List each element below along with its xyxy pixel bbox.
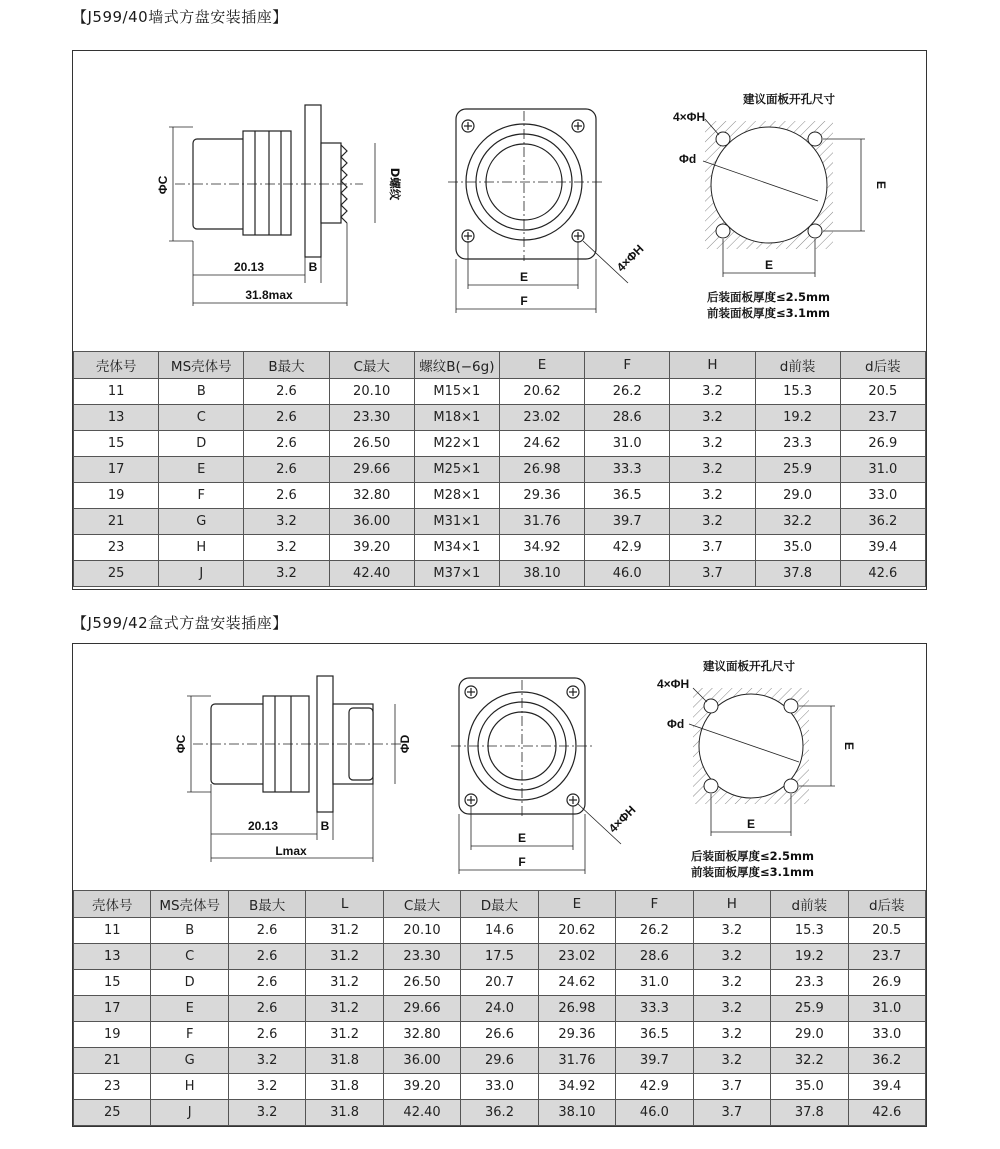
table-cell: 31.8 [306,1048,383,1074]
table-header-cell: 壳体号 [74,352,159,379]
cutout2-dia-d-label: Φd [667,717,685,731]
front-view-2 [451,678,621,874]
table-cell: 36.5 [585,483,670,509]
table-cell: 38.10 [538,1100,615,1126]
table-cell: 23 [74,535,159,561]
table-cell: M15×1 [414,379,499,405]
table-cell: 46.0 [585,561,670,587]
table-header-cell: MS壳体号 [151,891,228,918]
table-cell: 38.10 [499,561,584,587]
table-cell: 3.2 [693,944,770,970]
table-cell: 23.7 [840,405,925,431]
table-row [74,509,926,535]
cutout2-hole-label: 4×ΦH [657,677,690,691]
side-view [169,105,375,306]
cutout-rear-note: 后装面板厚度≤2.5mm [707,290,830,304]
table-header-cell: MS壳体号 [159,352,244,379]
table-cell: 17 [74,457,159,483]
table-header-cell: B最大 [244,352,329,379]
table-cell: 37.8 [755,561,840,587]
table-cell: 33.0 [840,483,925,509]
table-cell: J [159,561,244,587]
table-cell: 42.9 [585,535,670,561]
table-row [74,1074,926,1100]
cutout2-front-note: 前装面板厚度≤3.1mm [691,865,814,879]
table-cell: 31.0 [840,457,925,483]
table-cell: 26.50 [383,970,460,996]
table-cell: 20.10 [329,379,414,405]
table-header-cell: d前装 [755,352,840,379]
table-cell: 42.40 [329,561,414,587]
table-header-cell: d后装 [840,352,925,379]
section1-drawing [73,51,926,351]
table-cell: 3.2 [244,509,329,535]
table-header-row [74,891,926,918]
table-cell: 39.4 [848,1074,925,1100]
section1-frame [72,50,927,590]
cutout-e-vertical-label: E [874,180,888,190]
table-cell: 23.3 [755,431,840,457]
side2-len2-label: Lmax [275,844,307,858]
table-cell: 20.10 [383,918,460,944]
table-cell: 25 [74,561,159,587]
table-cell: C [151,944,228,970]
table-header-cell: D最大 [461,891,538,918]
table-cell: 3.2 [228,1100,305,1126]
table-header-cell: 螺纹B(−6g) [414,352,499,379]
table-header-cell: d后装 [848,891,925,918]
table-cell: 42.9 [616,1074,693,1100]
side-thread-label: D螺纹 [388,167,402,201]
table-row [74,457,926,483]
table-cell: 2.6 [228,996,305,1022]
table-cell: 3.2 [228,1074,305,1100]
table-cell: M22×1 [414,431,499,457]
table-cell: M37×1 [414,561,499,587]
table-row [74,970,926,996]
table-header-cell: F [616,891,693,918]
table-cell: 23.3 [771,970,848,996]
table-header-cell: H [693,891,770,918]
cutout-dia-d-label: Φd [679,152,697,166]
side-b-label: B [308,260,318,274]
table-cell: 32.2 [771,1048,848,1074]
table-header-cell: C最大 [383,891,460,918]
table-row [74,431,926,457]
table-cell: 24.62 [499,431,584,457]
table-cell: 11 [74,918,151,944]
table-row [74,1048,926,1074]
table-cell: D [151,970,228,996]
table-cell: 19 [74,483,159,509]
table-cell: M25×1 [414,457,499,483]
table-cell: 31.2 [306,996,383,1022]
table-cell: 36.5 [616,1022,693,1048]
cutout-front-note: 前装面板厚度≤3.1mm [707,306,830,320]
table-cell: 31.0 [585,431,670,457]
table-cell: B [151,918,228,944]
table-cell: 25.9 [771,996,848,1022]
table-cell: 39.4 [840,535,925,561]
section2-drawing-svg [73,644,926,890]
table-row [74,561,926,587]
table-cell: 3.7 [693,1074,770,1100]
cutout2-rear-note: 后装面板厚度≤2.5mm [691,849,814,863]
side2-dia-c-label: ΦC [174,734,188,754]
table-cell: G [151,1048,228,1074]
table-cell: M34×1 [414,535,499,561]
section1-spec-table [73,351,926,587]
table-cell: 42.6 [840,561,925,587]
table-cell: E [151,996,228,1022]
table-cell: 14.6 [461,918,538,944]
table-cell: 26.9 [840,431,925,457]
table-header-cell: B最大 [228,891,305,918]
table-cell: 3.7 [670,561,755,587]
table-cell: 35.0 [771,1074,848,1100]
section2-spec-table [73,890,926,1126]
front-hole-label: 4×ΦH [613,241,647,275]
table-row [74,535,926,561]
side2-dia-d-label: ΦD [398,734,412,754]
table-cell: 3.2 [693,970,770,996]
side-dia-c-label: ΦC [156,175,170,195]
table-cell: J [151,1100,228,1126]
table-header-cell: d前装 [771,891,848,918]
table-row [74,483,926,509]
table-cell: 35.0 [755,535,840,561]
table-cell: 2.6 [228,1022,305,1048]
table-row [74,918,926,944]
cutout2-e-horizontal-label: E [746,817,756,831]
table-cell: 19 [74,1022,151,1048]
table-cell: 20.62 [538,918,615,944]
table-cell: 31.2 [306,944,383,970]
table-cell: F [151,1022,228,1048]
table-cell: 3.2 [670,379,755,405]
table-cell: B [159,379,244,405]
section2-frame [72,643,927,1127]
side2-b-label: B [320,819,330,833]
table-cell: 29.0 [755,483,840,509]
front2-hole-label: 4×ΦH [605,802,639,836]
cutout-hole-label: 4×ΦH [673,110,706,124]
table-cell: M31×1 [414,509,499,535]
table-cell: 3.2 [693,918,770,944]
table-cell: 20.5 [848,918,925,944]
table-cell: 46.0 [616,1100,693,1126]
side-len2-label: 31.8max [245,288,293,302]
table-cell: 15.3 [755,379,840,405]
front-view [448,109,628,313]
table-cell: 42.6 [848,1100,925,1126]
table-cell: D [159,431,244,457]
front2-f-label: F [518,855,526,869]
table-cell: 36.00 [329,509,414,535]
table-cell: 15.3 [771,918,848,944]
table-cell: 19.2 [771,944,848,970]
table-cell: 3.2 [693,1048,770,1074]
cutout2-title: 建议面板开孔尺寸 [703,659,795,673]
table-cell: C [159,405,244,431]
table-cell: 21 [74,509,159,535]
table-cell: 28.6 [585,405,670,431]
table-cell: 29.6 [461,1048,538,1074]
table-cell: 26.9 [848,970,925,996]
cutout-view-2 [689,688,835,836]
table-cell: 3.2 [670,405,755,431]
table-cell: 23.02 [538,944,615,970]
table-cell: 26.98 [538,996,615,1022]
table-cell: 39.7 [616,1048,693,1074]
table-cell: 20.5 [840,379,925,405]
table-cell: 36.00 [383,1048,460,1074]
table-cell: 39.20 [383,1074,460,1100]
cutout-e-horizontal-label: E [764,258,774,272]
table-row [74,1100,926,1126]
table-cell: 3.2 [244,561,329,587]
table-cell: 29.0 [771,1022,848,1048]
table-cell: 23.30 [329,405,414,431]
table-row [74,996,926,1022]
table-cell: 17.5 [461,944,538,970]
table-row [74,405,926,431]
table-cell: E [159,457,244,483]
table-cell: 23.02 [499,405,584,431]
table-cell: 33.0 [461,1074,538,1100]
table-cell: 31.0 [848,996,925,1022]
table-cell: 36.2 [840,509,925,535]
table-cell: 28.6 [616,944,693,970]
table-cell: 23.30 [383,944,460,970]
table-cell: 3.2 [693,996,770,1022]
side-view-2 [187,676,403,862]
table-cell: 26.98 [499,457,584,483]
section2-title: 【J599/42盒式方盘安装插座】 [72,614,288,632]
table-cell: 42.40 [383,1100,460,1126]
table-cell: 37.8 [771,1100,848,1126]
table-cell: 20.7 [461,970,538,996]
table-header-row [74,352,926,379]
section2-drawing [73,644,926,890]
table-cell: 25.9 [755,457,840,483]
table-cell: 36.2 [461,1100,538,1126]
table-cell: 26.2 [585,379,670,405]
section1-title: 【J599/40墙式方盘安装插座】 [72,8,288,26]
table-cell: 33.3 [616,996,693,1022]
table-cell: 2.6 [244,379,329,405]
table-cell: 15 [74,431,159,457]
table-cell: H [151,1074,228,1100]
cutout2-e-vertical-label: E [842,741,856,751]
table-cell: 13 [74,405,159,431]
table-cell: 2.6 [244,457,329,483]
table-cell: 26.50 [329,431,414,457]
table-cell: 20.62 [499,379,584,405]
table-cell: 3.7 [693,1100,770,1126]
table-cell: 29.66 [383,996,460,1022]
table-cell: 3.7 [670,535,755,561]
table-row [74,944,926,970]
table-cell: 17 [74,996,151,1022]
table-cell: 2.6 [228,918,305,944]
front-e-label: E [519,270,529,284]
table-row [74,1022,926,1048]
table-cell: H [159,535,244,561]
table-cell: 31.0 [616,970,693,996]
table-cell: 2.6 [244,483,329,509]
table-cell: 33.3 [585,457,670,483]
table-cell: 33.0 [848,1022,925,1048]
table-header-cell: C最大 [329,352,414,379]
table-header-cell: E [499,352,584,379]
table-cell: 39.7 [585,509,670,535]
table-cell: 3.2 [670,483,755,509]
table-cell: 25 [74,1100,151,1126]
table-cell: M18×1 [414,405,499,431]
table-cell: 36.2 [848,1048,925,1074]
table-cell: M28×1 [414,483,499,509]
table-cell: 31.2 [306,918,383,944]
table-cell: 29.36 [538,1022,615,1048]
front2-e-label: E [517,831,527,845]
table-cell: 31.2 [306,1022,383,1048]
table-cell: 31.76 [538,1048,615,1074]
table-cell: 31.2 [306,970,383,996]
table-cell: 3.2 [244,535,329,561]
table-cell: 29.66 [329,457,414,483]
section1-drawing-svg [73,51,926,351]
table-cell: G [159,509,244,535]
table-cell: 3.2 [670,457,755,483]
table-cell: 3.2 [228,1048,305,1074]
table-cell: 39.20 [329,535,414,561]
table-cell: 31.8 [306,1074,383,1100]
table-cell: 13 [74,944,151,970]
table-cell: 32.80 [383,1022,460,1048]
table-cell: 23 [74,1074,151,1100]
table-cell: 31.8 [306,1100,383,1126]
table-cell: 24.62 [538,970,615,996]
table-cell: 3.2 [693,1022,770,1048]
table-cell: 23.7 [848,944,925,970]
table-header-cell: E [538,891,615,918]
cutout-title: 建议面板开孔尺寸 [743,92,835,106]
front-f-label: F [520,294,528,308]
table-cell: 26.6 [461,1022,538,1048]
cutout-view [703,119,865,277]
table-cell: 15 [74,970,151,996]
table-cell: 21 [74,1048,151,1074]
table-cell: 26.2 [616,918,693,944]
table-header-cell: 壳体号 [74,891,151,918]
side2-len1-label: 20.13 [247,819,279,833]
table-cell: 34.92 [499,535,584,561]
table-cell: 34.92 [538,1074,615,1100]
table-cell: 2.6 [244,431,329,457]
table-header-cell: L [306,891,383,918]
table-row [74,379,926,405]
side-len1-label: 20.13 [233,260,265,274]
table-cell: 29.36 [499,483,584,509]
table-header-cell: F [585,352,670,379]
table-cell: 24.0 [461,996,538,1022]
table-cell: 19.2 [755,405,840,431]
table-cell: 2.6 [228,970,305,996]
table-cell: 3.2 [670,431,755,457]
table-cell: 2.6 [244,405,329,431]
table-cell: 11 [74,379,159,405]
table-cell: F [159,483,244,509]
table-header-cell: H [670,352,755,379]
table-cell: 32.80 [329,483,414,509]
table-cell: 3.2 [670,509,755,535]
table-cell: 32.2 [755,509,840,535]
table-cell: 2.6 [228,944,305,970]
table-cell: 31.76 [499,509,584,535]
